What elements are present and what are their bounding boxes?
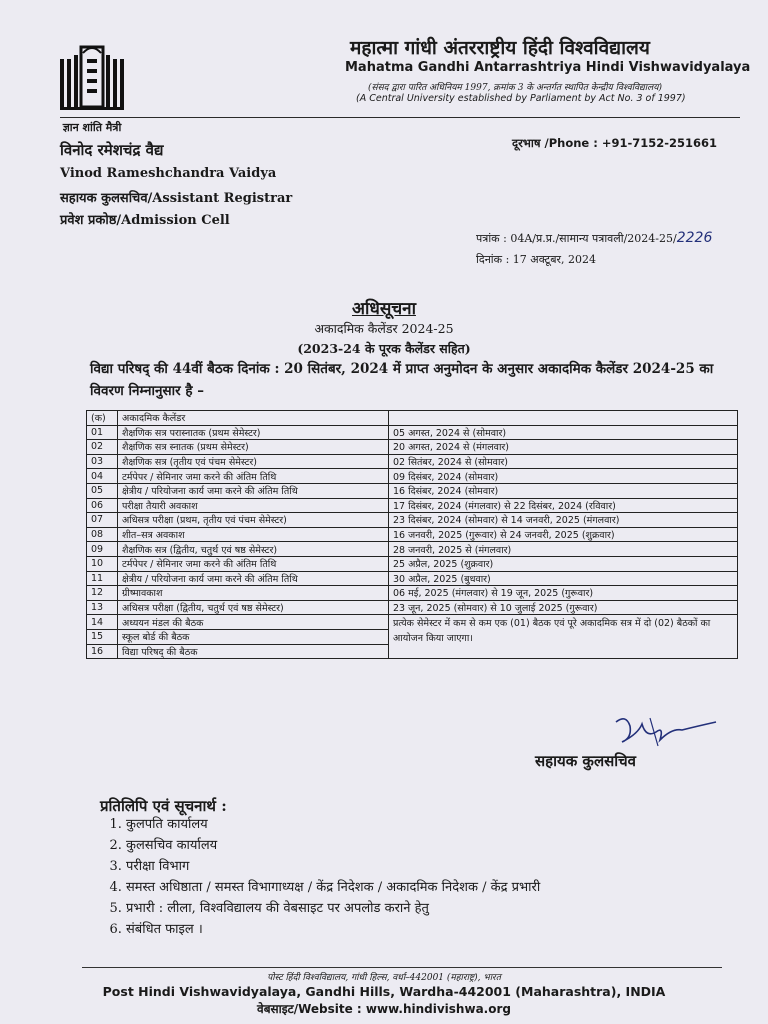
meetings-note: प्रत्येक सेमेस्टर में कम से कम एक (01) बैठक एवं पूरे अकादमिक सत्र में दो (02) बैठकों का आयोजन किया जाएगा।: [389, 615, 738, 659]
row-label: अध्ययन मंडल की बैठक: [118, 615, 389, 630]
table-row: [87, 513, 738, 528]
copy-heading: प्रतिलिपि एवं सूचनार्थ :: [100, 797, 227, 815]
row-date: 17 दिसंबर, 2024 (मंगलवार) से 22 दिसंबर, 2024 (रविवार): [389, 498, 738, 513]
handwritten-number: 2226: [676, 230, 713, 246]
table-row: [87, 527, 738, 542]
footer-address-english: Post Hindi Vishwavidyalaya, Gandhi Hills, Wardha-442001 (Maharashtra), INDIA: [102, 984, 666, 999]
row-number: 13: [87, 600, 118, 615]
table-row: [87, 425, 738, 440]
table-row: [87, 615, 738, 630]
handwritten-signature: [612, 712, 722, 752]
table-row: [87, 556, 738, 571]
row-number: 01: [87, 425, 118, 440]
row-date: 23 जून, 2025 (सोमवार) से 10 जुलाई 2025 (गुरूवार): [389, 600, 738, 615]
letterhead-divider: [60, 117, 740, 118]
row-date: 02 सितंबर, 2024 से (सोमवार): [389, 454, 738, 469]
row-number: 11: [87, 571, 118, 586]
row-label: क्षेत्रीय / परियोजना कार्य जमा करने की अंतिम तिथि: [118, 483, 389, 498]
row-label: परीक्षा तैयारी अवकाश: [118, 498, 389, 513]
footer-divider: [82, 967, 722, 968]
academic-calendar-table: [86, 410, 738, 659]
table-row: [87, 586, 738, 601]
row-date: 28 जनवरी, 2025 से (मंगलवार): [389, 542, 738, 557]
row-label: शैक्षणिक सत्र (तृतीय एवं पंचम सेमेस्टर): [118, 454, 389, 469]
logo-motto: ज्ञान शांति मैत्री: [62, 121, 122, 134]
row-label: शैक्षणिक सत्र (द्वितीय, चतुर्थ एवं षष्ठ सेमेस्टर): [118, 542, 389, 557]
table-row: [87, 440, 738, 455]
row-label: स्कूल बोर्ड की बैठक: [118, 629, 389, 644]
header-number: (क): [87, 411, 118, 426]
row-number: 09: [87, 542, 118, 557]
row-label: विद्या परिषद् की बैठक: [118, 644, 389, 659]
row-number: 14: [87, 615, 118, 630]
sender-designation: सहायक कुलसचिव/Assistant Registrar: [60, 191, 293, 206]
row-date: 16 जनवरी, 2025 (गुरूवार) से 24 जनवरी, 2025 (शुक्रवार): [389, 527, 738, 542]
row-date: 05 अगस्त, 2024 से (सोमवार): [389, 425, 738, 440]
table-row: [87, 483, 738, 498]
phone-number: दूरभाष /Phone : +91-7152-251661: [512, 136, 718, 150]
table-header-row: [87, 411, 738, 426]
row-date: 20 अगस्त, 2024 से (मंगलवार): [389, 440, 738, 455]
notice-subtitle-supplement: (2023-24 के पूरक कैलेंडर सहित): [297, 341, 471, 356]
row-number: 10: [87, 556, 118, 571]
row-number: 07: [87, 513, 118, 528]
row-number: 03: [87, 454, 118, 469]
row-number: 02: [87, 440, 118, 455]
table-row: [87, 600, 738, 615]
footer-website: वेबसाइट/Website : www.hindivishwa.org: [257, 1002, 511, 1016]
table-row: [87, 498, 738, 513]
row-label: शैक्षणिक सत्र स्नातक (प्रथम सेमेस्टर): [118, 440, 389, 455]
list-item: 2. कुलसचिव कार्यालय: [126, 835, 540, 856]
row-number: 06: [87, 498, 118, 513]
notice-intro: विद्या परिषद् की 44वीं बैठक दिनांक : 20 सितंबर, 2024 में प्राप्त अनुमोदन के अनुसार अकादमिक कैलेंडर 2024-25 का विवरण निम्नानुसार है –: [90, 361, 714, 399]
table-row: [87, 454, 738, 469]
letter-date: दिनांक : 17 अक्टूबर, 2024: [476, 253, 596, 266]
row-date: 25 अप्रैल, 2025 (शुक्रवार): [389, 556, 738, 571]
university-act-hindi: (संसद द्वारा पारित अधिनियम 1997, क्रमांक 3 के अन्तर्गत स्थापित केन्द्रीय विश्वविद्यालय): [368, 83, 662, 93]
list-item: 4. समस्त अधिष्ठाता / समस्त विभागाध्यक्ष / केंद्र निदेशक / अकादमिक निदेशक / केंद्र प्रभारी: [126, 877, 540, 898]
row-label: शैक्षणिक सत्र परास्नातक (प्रथम सेमेस्टर): [118, 425, 389, 440]
row-number: 04: [87, 469, 118, 484]
header-date: [389, 411, 738, 426]
table-row: [87, 571, 738, 586]
letter-reference: [476, 230, 712, 246]
header-label: अकादमिक कैलेंडर: [118, 411, 389, 426]
row-label: टर्मपेपर / सेमिनार जमा करने की अंतिम तिथि: [118, 556, 389, 571]
row-label: टर्मपेपर / सेमिनार जमा करने की अंतिम तिथि: [118, 469, 389, 484]
row-date: 16 दिसंबर, 2024 (सोमवार): [389, 483, 738, 498]
signatory-title: सहायक कुलसचिव: [535, 752, 637, 770]
list-item: 1. कुलपति कार्यालय: [126, 814, 540, 835]
university-name-english: Mahatma Gandhi Antarrashtriya Hindi Vishwavidyalaya: [345, 60, 751, 75]
row-label: क्षेत्रीय / परियोजना कार्य जमा करने की अंतिम तिथि: [118, 571, 389, 586]
row-label: शीत–सत्र अवकाश: [118, 527, 389, 542]
notice-title: अधिसूचना: [352, 299, 416, 319]
university-name-hindi: महात्मा गांधी अंतरराष्ट्रीय हिंदी विश्वविद्यालय: [350, 37, 650, 59]
row-label: अधिसत्र परीक्षा (प्रथम, तृतीय एवं पंचम सेमेस्टर): [118, 513, 389, 528]
row-date: 09 दिसंबर, 2024 (सोमवार): [389, 469, 738, 484]
row-date: 23 दिसंबर, 2024 (सोमवार) से 14 जनवरी, 2025 (मंगलवार): [389, 513, 738, 528]
list-item: 6. संबंधित फाइल ।: [126, 919, 540, 940]
university-act-english: (A Central University established by Parliament by Act No. 3 of 1997): [356, 93, 686, 104]
sender-name-english: Vinod Rameshchandra Vaidya: [60, 166, 277, 181]
list-item: 5. प्रभारी : लीला, विश्वविद्यालय की वेबसाइट पर अपलोड कराने हेतु: [126, 898, 540, 919]
table-row: [87, 469, 738, 484]
table-row: [87, 542, 738, 557]
copy-list: [100, 814, 540, 940]
row-label: ग्रीष्मावकाश: [118, 586, 389, 601]
row-label: अधिसत्र परीक्षा (द्वितीय, चतुर्थ एवं षष्ठ सेमेस्टर): [118, 600, 389, 615]
row-number: 05: [87, 483, 118, 498]
notice-subtitle: अकादमिक कैलेंडर 2024-25: [314, 321, 454, 336]
row-date: 30 अप्रैल, 2025 (बुधवार): [389, 571, 738, 586]
row-date: 06 मई, 2025 (मंगलवार) से 19 जून, 2025 (गुरूवार): [389, 586, 738, 601]
sender-name-hindi: विनोद रमेशचंद्र वैद्य: [60, 141, 164, 159]
university-logo: [60, 45, 124, 121]
sender-department: प्रवेश प्रकोष्ठ/Admission Cell: [60, 213, 230, 228]
letter-number: पत्रांक : 04A/प्र.प्र./सामान्य पत्रावली/2024-25/: [476, 232, 677, 245]
row-number: 12: [87, 586, 118, 601]
row-number: 08: [87, 527, 118, 542]
row-number: 16: [87, 644, 118, 659]
list-item: 3. परीक्षा विभाग: [126, 856, 540, 877]
row-number: 15: [87, 629, 118, 644]
footer-address-hindi: पोस्ट हिंदी विश्वविद्यालय, गांधी हिल्स, वर्धा–442001 (महाराष्ट्र), भारत: [267, 973, 501, 983]
